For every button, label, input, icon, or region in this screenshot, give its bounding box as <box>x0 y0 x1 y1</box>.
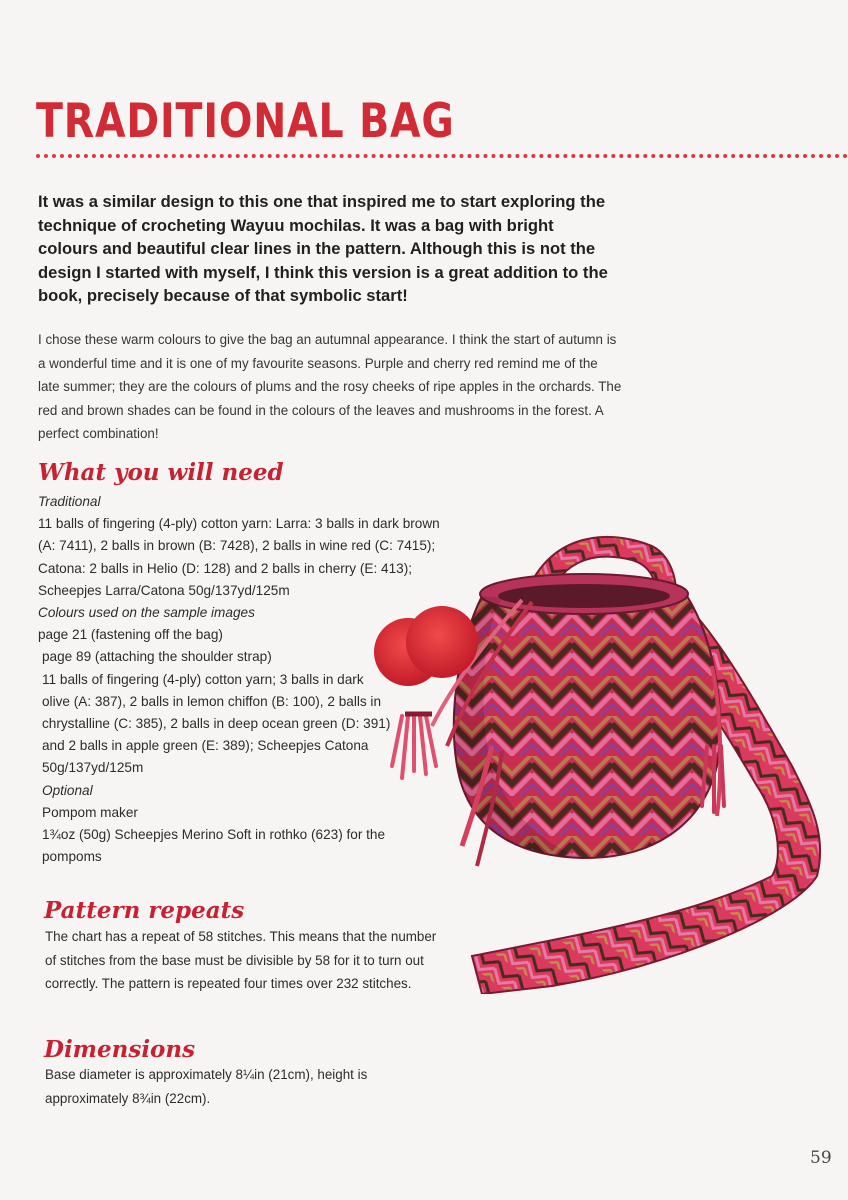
page-number: 59 <box>810 1148 832 1168</box>
materials-line: Pompom maker <box>42 804 138 820</box>
materials-line: 1¾oz (50g) Scheepjes Merino Soft in rothko (623) for the pompoms <box>42 827 386 865</box>
intro-paragraph: It was a similar design to this one that inspired me to start exploring the technique of crocheting Wayuu mochilas. It was a bag with bright colours and beautiful clear lines in the pattern. Although this is not the design I started with myself, I think this version is a great addition to the book, precisely because of that symbolic start! <box>38 192 608 305</box>
page-title: TRADITIONAL BAG <box>36 94 455 149</box>
bag-opening <box>498 584 670 608</box>
title-dotted-rule <box>36 154 848 158</box>
pompom <box>406 606 478 678</box>
materials-line: Colours used on the sample images <box>38 605 255 621</box>
materials-line: 11 balls of fingering (4-ply) cotton yarn; 3 balls in dark olive (A: 387), 2 balls in lemon chiffon (B: 100), 2 balls in chrystalline (C: 385), 2 balls in deep ocean green (D: 391) and 2 balls in apple green (E: 389); Scheepjes Catona 50g/137yd/125m <box>42 671 391 776</box>
pattern-repeats-text: The chart has a repeat of 58 stitches. This means that the number of stitches from the base must be divisible by 58 for it to turn out correctly. The pattern is repeated four times over 232 stitches. <box>45 929 437 991</box>
dimensions-text: Base diameter is approximately 8¼in (21cm), height is approximately 8¾in (22cm). <box>45 1067 368 1106</box>
materials-line: page 89 (attaching the shoulder strap) <box>42 649 272 665</box>
materials-line: page 21 (fastening off the bag) <box>38 627 223 643</box>
materials-line: Optional <box>42 782 93 798</box>
tassel <box>702 746 724 812</box>
tassel <box>392 714 436 778</box>
heading-pattern-repeats: Pattern repeats <box>44 897 245 924</box>
bag-photo <box>372 516 848 994</box>
materials-line: Traditional <box>38 494 101 509</box>
body-paragraph: I chose these warm colours to give the bag an autumnal appearance. I think the start of autumn is a wonderful time and it is one of my favourite seasons. Purple and cherry red remind me of the late summer; they are the colours of plums and the rosy cheeks of ripe apples in the orchards. The red and brown shades can be found in the colours of the leaves and mushrooms in the forest. A perfect combination! <box>38 332 622 441</box>
heading-dimensions: Dimensions <box>44 1036 196 1063</box>
materials-line: 11 balls of fingering (4-ply) cotton yarn: Larra: 3 balls in dark brown (A: 7411), 2 balls in brown (B: 7428), 2 balls in wine red (C: 7415); Catona: 2 balls in Helio (D: 128) and 2 balls in cherry (E: 413); Scheepjes Larra/Catona 50g/137yd/125m <box>38 516 440 598</box>
heading-what-you-need: What you will need <box>38 459 284 486</box>
